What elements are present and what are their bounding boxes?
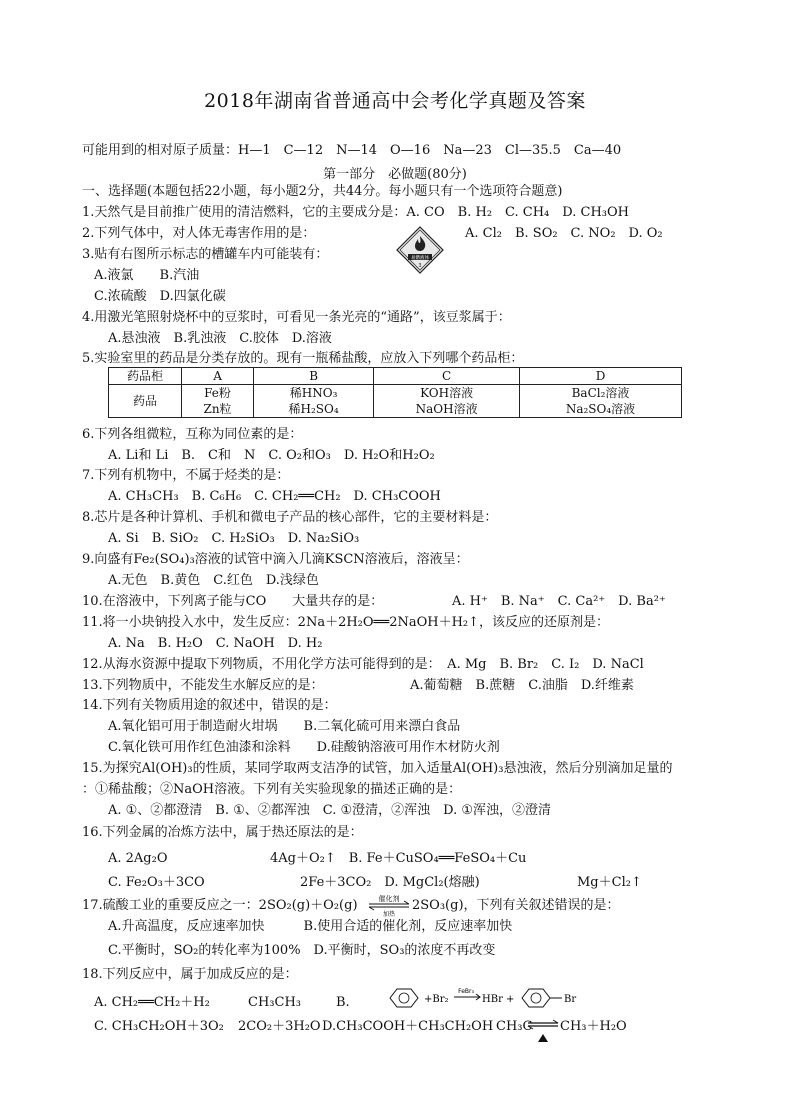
question-9-options: A.无色 B.黄色 C.红色 D.浅绿色 bbox=[108, 573, 319, 588]
question-4-stem: 4.用激光笔照射烧杯中的豆浆时，可看见一条光亮的“通路”，该豆浆属于： bbox=[82, 310, 511, 325]
question-16-stem: 16.下列金属的冶炼方法中，属于热还原法的是： bbox=[82, 825, 363, 840]
atomic-masses: 可能用到的相对原子质量：H—1 C—12 N—14 O—16 Na—23 Cl—35.5 Ca—40 bbox=[82, 143, 622, 158]
bromine-reagent: +Br₂ bbox=[424, 994, 449, 1005]
table-cell bbox=[520, 385, 682, 418]
question-7-options: A. CH₃CH₃ B. C₆H₆ C. CH₂══CH₂ D. CH₃COOH bbox=[108, 489, 441, 504]
hbr-product: HBr + bbox=[482, 994, 515, 1005]
table-cell-line: 稀HNO₃ bbox=[289, 386, 338, 400]
question-18-stem: 18.下列反应中，属于加成反应的是： bbox=[82, 967, 298, 982]
table-header-cell: B bbox=[254, 368, 374, 385]
question-12: 12.从海水资源中提取下列物质，不用化学方法可能得到的是： A. Mg B. Br₂ C. I₂ D. NaCl bbox=[82, 657, 644, 672]
question-3-stem: 3.贴有右图所示标志的槽罐车内可能装有： bbox=[82, 247, 329, 262]
question-5-stem: 5.实验室里的药品是分类存放的。现有一瓶稀盐酸，应放入下列哪个药品柜： bbox=[82, 351, 524, 366]
question-2-stem: 2.下列气体中，对人体无毒害作用的是： bbox=[82, 226, 316, 241]
question-17-stem-right: 2SO₃(g)，下列有关叙述错误的是： bbox=[412, 898, 620, 913]
question-13-options: A.葡萄糖 B.蔗糖 C.油脂 D.纤维素 bbox=[410, 678, 634, 693]
question-15-options: A. ①、②都澄清 B. ①、②都浑浊 C. ①澄清，②浑浊 D. ①浑浊，②澄清 bbox=[108, 803, 552, 818]
question-14-options-1: A.氧化铝可用于制造耐火坩埚 B.二氧化硫可用来漂白食品 bbox=[108, 719, 461, 734]
question-14-options-2: C.氧化铁可用作红色油漆和涂料 D.硅酸钠溶液可用作木材防火剂 bbox=[108, 740, 500, 755]
table-cell-line: BaCl₂溶液 bbox=[571, 386, 630, 400]
question-9-stem: 9.向盛有Fe₂(SO₄)₃溶液的试管中滴入几滴KSCN溶液后，溶液呈： bbox=[82, 552, 469, 567]
table-cell-line: Fe粉 bbox=[204, 386, 231, 400]
question-16-option-c-mid: 2Fe＋3CO₂ D. MgCl₂(熔融) bbox=[300, 875, 480, 890]
question-18-option-b-label: B. bbox=[336, 995, 350, 1010]
question-18-option-c-right: 2CO₂＋3H₂O bbox=[238, 1019, 321, 1034]
question-2-options: A. Cl₂ B. SO₂ C. NO₂ D. O₂ bbox=[465, 226, 663, 241]
question-14-stem: 14.下列有关物质用途的叙述中，错误的是： bbox=[82, 698, 337, 713]
question-13-stem: 13.下列物质中，不能发生水解反应的是： bbox=[82, 678, 324, 693]
catalyst-label: FeBr₃ bbox=[458, 988, 474, 995]
flammable-liquid-sign-icon bbox=[396, 226, 444, 274]
bromo-substituent: Br bbox=[564, 994, 577, 1005]
table-cell-line: NaOH溶液 bbox=[415, 402, 478, 416]
question-6-options: A. Li和 Li B. C和 N C. O₂和O₃ D. H₂O和H₂O₂ bbox=[108, 448, 435, 463]
question-1: 1.天然气是目前推广使用的清洁燃料，它的主要成分是：A. CO B. H₂ C. CH₄ D. CH₃OH bbox=[82, 205, 629, 220]
question-18-option-c-left: C. CH₃CH₂OH＋3O₂ bbox=[94, 1019, 224, 1034]
question-17-options-1: A.升高温度，反应速率加快 B.使用合适的催化剂，反应速率加快 bbox=[108, 919, 513, 934]
table-row-label: 药品 bbox=[109, 385, 182, 418]
question-16-option-a-right: 4Ag＋O₂↑ B. Fe＋CuSO₄══FeSO₄＋Cu bbox=[270, 851, 527, 866]
benzene-bromination-scheme bbox=[384, 984, 584, 1012]
question-15-line-1: 15.为探究Al(OH)₃的性质，某同学取两支洁净的试管，加入适量Al(OH)₃悬浊液，然后分别滴加足量的 bbox=[82, 761, 673, 776]
question-3-options-1: A.液氯 B.汽油 bbox=[94, 268, 200, 283]
table-row bbox=[109, 385, 682, 418]
question-4-options: A.悬浊液 B.乳浊液 C.胶体 D.溶液 bbox=[108, 331, 332, 346]
table-header-cell: C bbox=[374, 368, 520, 385]
question-17-options-2: C.平衡时，SO₂的转化率为100% D.平衡时，SO₃的浓度不再改变 bbox=[108, 943, 496, 958]
benzene-ring-icon bbox=[522, 989, 550, 1007]
question-11-options: A. Na B. H₂O C. NaOH D. H₂ bbox=[108, 636, 323, 651]
benzene-ring-icon bbox=[390, 989, 418, 1007]
question-18-option-d-right-b: CH₃＋H₂O bbox=[560, 1019, 627, 1034]
ester-equilibrium-icon bbox=[526, 1014, 560, 1044]
question-17-stem-left: 17.硫酸工业的重要反应之一：2SO₂(g)＋O₂(g) bbox=[82, 898, 358, 913]
question-3-options-2: C.浓硫酸 D.四氯化碳 bbox=[94, 289, 226, 304]
question-7-stem: 7.下列有机物中，不属于烃类的是： bbox=[82, 468, 290, 483]
question-16-option-c-left: C. Fe₂O₃＋3CO bbox=[108, 875, 205, 890]
question-8-options: A. Si B. SiO₂ C. H₂SiO₃ D. Na₂SiO₃ bbox=[108, 531, 360, 546]
question-11-stem: 11.将一小块钠投入水中，发生反应：2Na＋2H₂O══2NaOH＋H₂↑，该反应的还原剂是： bbox=[82, 615, 610, 630]
table-cell-line: KOH溶液 bbox=[420, 386, 474, 400]
table-header-cell: D bbox=[520, 368, 682, 385]
question-18-option-a-right: CH₃CH₃ bbox=[248, 995, 301, 1010]
table-header-cell: 药品柜 bbox=[109, 368, 182, 385]
question-8-stem: 8.芯片是各种计算机、手机和微电子产品的核心部件，它的主要材料是： bbox=[82, 510, 498, 525]
part1-heading: 第一部分 必做题(80分) bbox=[323, 167, 467, 182]
section1-heading: 一、选择题(本题包括22小题，每小题2分，共44分。每小题只有一个选项符合题意) bbox=[82, 184, 563, 199]
question-10-options: A. H⁺ B. Na⁺ C. Ca²⁺ D. Ba²⁺ bbox=[452, 594, 666, 609]
table-cell-line: 稀H₂SO₄ bbox=[288, 402, 339, 416]
question-18-option-a-left: A. CH₂══CH₂＋H₂ bbox=[94, 995, 210, 1010]
table-cell-line: Na₂SO₄溶液 bbox=[565, 402, 636, 416]
question-18-option-d-right-a: CH₃C bbox=[496, 1019, 533, 1034]
table-cell bbox=[374, 385, 520, 418]
reversible-arrow-icon bbox=[366, 893, 412, 919]
table-cell bbox=[254, 385, 374, 418]
catalyst-label: 催化剂 bbox=[378, 895, 400, 903]
question-16-option-a-left: A. 2Ag₂O bbox=[108, 851, 168, 866]
table-header-cell: A bbox=[182, 368, 254, 385]
question-6-stem: 6.下列各组微粒，互称为同位素的是： bbox=[82, 427, 303, 442]
page-title: 2018年湖南省普通高中会考化学真题及答案 bbox=[204, 90, 586, 112]
table-header-row bbox=[109, 368, 682, 385]
heat-label: 加热 bbox=[382, 911, 396, 918]
sign-label: 易燃液体 bbox=[411, 256, 429, 261]
medicine-cabinet-table bbox=[108, 367, 682, 418]
question-10-stem: 10.在溶液中，下列离子能与CO 大量共存的是： bbox=[82, 594, 384, 609]
sign-number: 3 bbox=[418, 263, 422, 269]
table-cell bbox=[182, 385, 254, 418]
question-15-line-2: ：①稀盐酸；②NaOH溶液。下列有关实验现象的描述正确的是： bbox=[82, 782, 462, 797]
table-cell-line: Zn粒 bbox=[203, 402, 232, 416]
question-16-option-c-right: Mg＋Cl₂↑ bbox=[577, 875, 642, 890]
question-18-option-d-left: D.CH₃COOH＋CH₃CH₂OH bbox=[322, 1019, 494, 1034]
